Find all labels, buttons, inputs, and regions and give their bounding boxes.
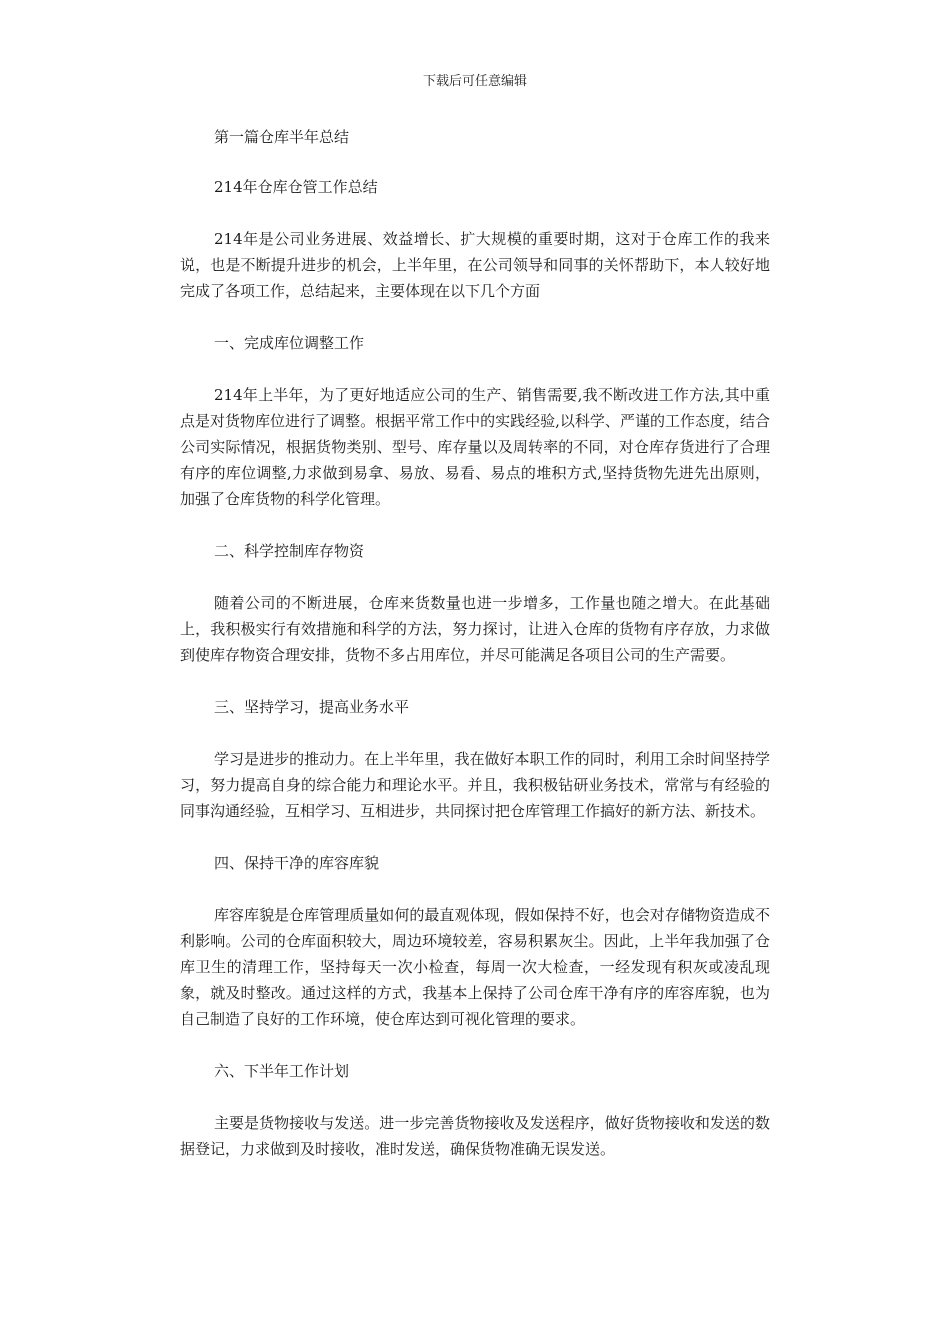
doc-title: 第一篇仓库半年总结 [214, 128, 350, 146]
section-4-body: 库容库貌是仓库管理质量如何的最直观体现，假如保持不好，也会对存储物资造成不利影响。公司的仓库面积较大，周边环境较差，容易积累灰尘。因此，上半年我加强了仓库卫生的清理工作，坚持每天一次小检查，每周一次大检查，一经发现有积灰或凌乱现象，就及时整改。通过这样的方式，我基本上保持了公司仓库干净有序的库容库貌，也为自己制造了良好的工作环境，使仓库达到可视化管理的要求。 [180, 906, 770, 1028]
section-2-title: 二、科学控制库存物资 [214, 542, 365, 560]
section-4-title: 四、保持干净的库容库貌 [214, 854, 380, 872]
section-3-body: 学习是进步的推动力。在上半年里，我在做好本职工作的同时，利用工余时间坚持学习，努力提高自身的综合能力和理论水平。并且，我积极钻研业务技术，常常与有经验的同事沟通经验，互相学习、互相进步，共同探讨把仓库管理工作搞好的新方法、新技术。 [180, 750, 770, 820]
section-1-title: 一、完成库位调整工作 [214, 334, 365, 352]
section-2-body: 随着公司的不断进展，仓库来货数量也进一步增多，工作量也随之增大。在此基础上，我积极实行有效措施和科学的方法，努力探讨，让进入仓库的货物有序存放，力求做到使库存物资合理安排，货物不多占用库位，并尽可能满足各项目公司的生产需要。 [180, 594, 770, 664]
section-6-title: 六、下半年工作计划 [214, 1062, 350, 1080]
document-body [180, 124, 770, 1162]
section-1-body: 214年上半年，为了更好地适应公司的生产、销售需要,我不断改进工作方法,其中重点是对货物库位进行了调整。根据平常工作中的实践经验,以科学、严谨的工作态度，结合公司实际情况，根据货物类别、型号、库存量以及周转率的不同，对仓库存货进行了合理有序的库位调整,力求做到易拿、易放、易看、易点的堆积方式,坚持货物先进先出原则，加强了仓库货物的科学化管理。 [180, 386, 770, 508]
section-6-body: 主要是货物接收与发送。进一步完善货物接收及发送程序，做好货物接收和发送的数据登记，力求做到及时接收，准时发送，确保货物准确无误发送。 [180, 1114, 770, 1158]
doc-subtitle: 214年仓库仓管工作总结 [214, 178, 378, 196]
section-3-title: 三、坚持学习，提高业务水平 [214, 698, 410, 716]
header-note: 下载后可任意编辑 [422, 74, 527, 89]
intro-paragraph: 214年是公司业务进展、效益增长、扩大规模的重要时期，这对于仓库工作的我来说，也是不断提升进步的机会，上半年里，在公司领导和同事的关怀帮助下，本人较好地完成了各项工作，总结起来，主要体现在以下几个方面 [180, 230, 770, 300]
